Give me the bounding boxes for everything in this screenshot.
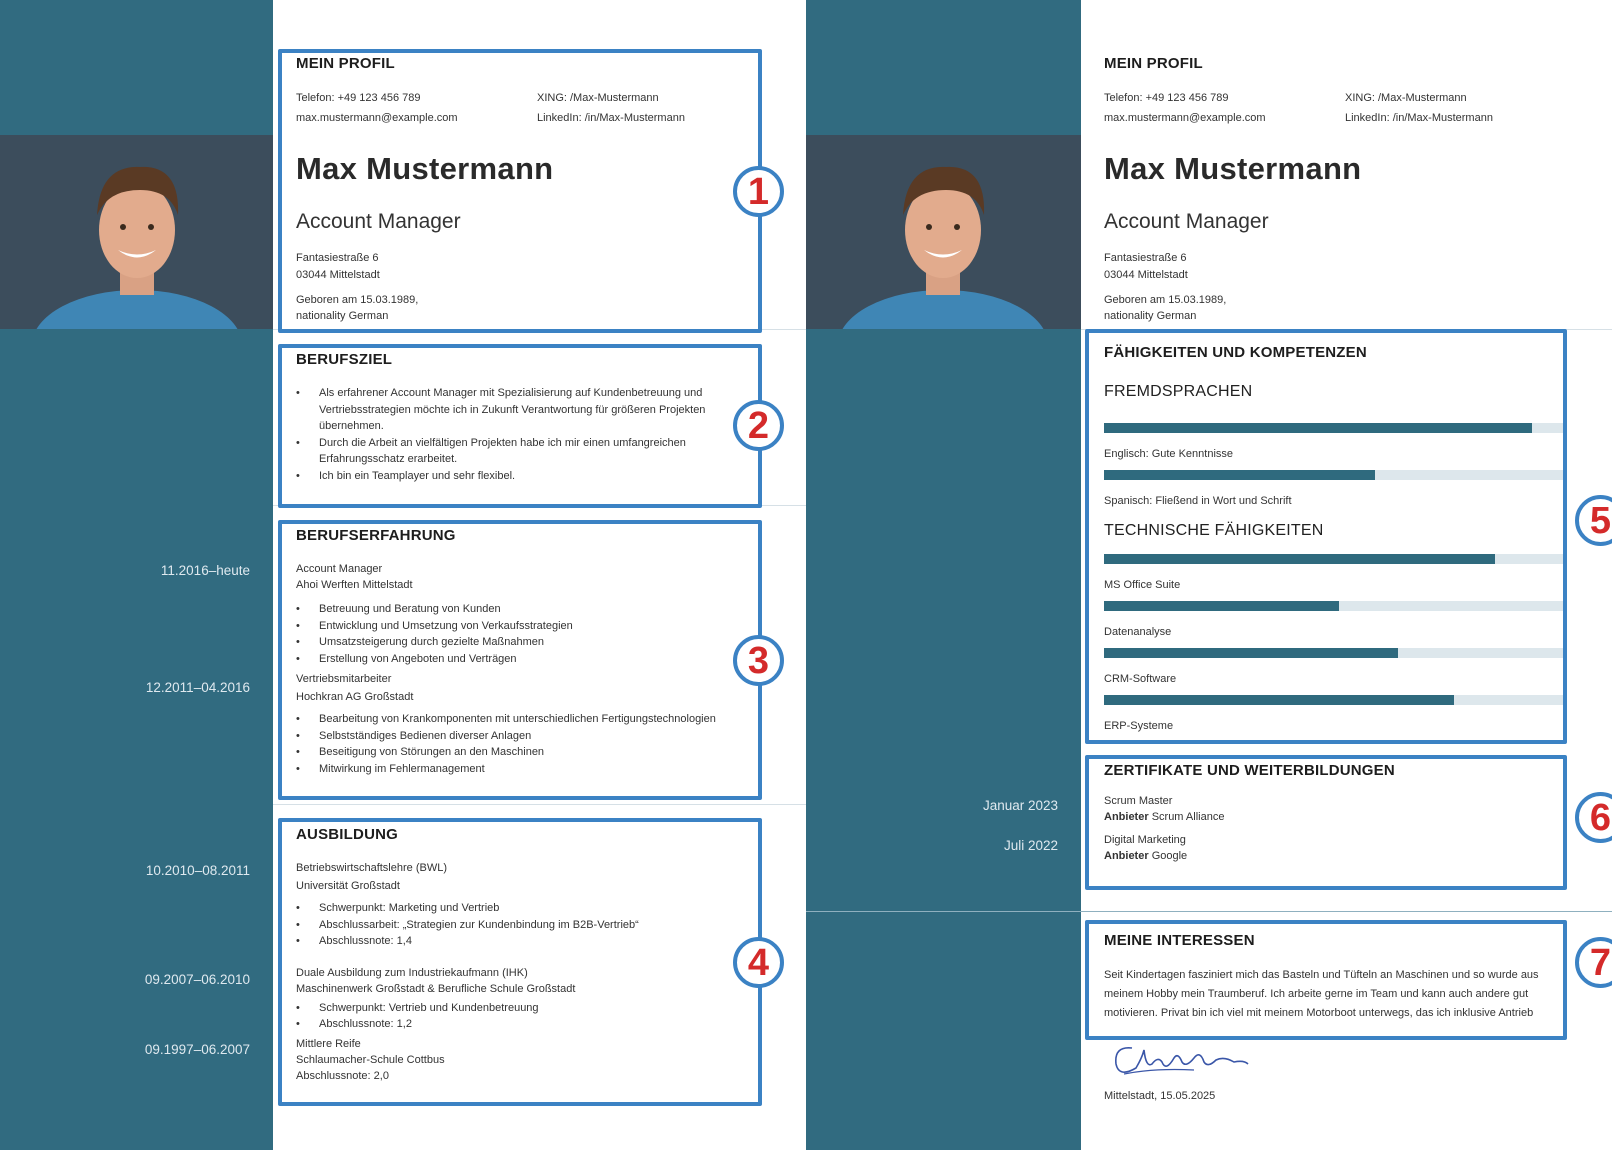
badge-7: 7 — [1575, 937, 1612, 988]
cert-name: Digital Marketing — [1104, 834, 1186, 846]
skill-label: MS Office Suite — [1104, 579, 1181, 591]
list-item: • Bearbeitung von Krankomponenten mit unterschiedlichen Fertigungstechnologien — [319, 711, 746, 728]
skill-label: Spanisch: Fließend in Wort und Schrift — [1104, 495, 1292, 507]
job-position: Account Manager — [296, 563, 383, 575]
provider-label: Anbieter — [1104, 850, 1149, 862]
highlight-box-7 — [1085, 920, 1567, 1040]
list-item: • Betreuung und Beratung von Kunden — [319, 601, 746, 618]
skill-label: Datenanalyse — [1104, 626, 1172, 638]
badge-2: 2 — [733, 400, 784, 451]
person-portrait-icon — [0, 135, 273, 329]
signature-place-date: Mittelstadt, 15.05.2025 — [1104, 1090, 1216, 1102]
skill-label: Englisch: Gute Kenntnisse — [1104, 448, 1234, 460]
section-divider — [273, 804, 806, 805]
edu-degree: Duale Ausbildung zum Industriekaufmann (IHK) — [296, 966, 528, 979]
section-title: FÄHIGKEITEN UND KOMPETENZEN — [1104, 344, 1367, 361]
nationality: nationality German — [1104, 310, 1197, 322]
highlight-box-6 — [1085, 755, 1567, 890]
list-item: • Schwerpunkt: Marketing und Vertrieb — [319, 900, 746, 917]
highlight-box-2 — [278, 344, 762, 508]
skill-label: CRM-Software — [1104, 673, 1177, 685]
badge-4: 4 — [733, 937, 784, 988]
section-title: ZERTIFIKATE UND WEITERBILDUNGEN — [1104, 762, 1395, 779]
section-title: BERUFSERFAHRUNG — [296, 527, 456, 544]
list-item: • Umsatzsteigerung durch gezielte Maßnahmen — [319, 634, 746, 651]
edu-school: Universität Großstadt — [296, 880, 400, 892]
city: 03044 Mittelstadt — [296, 269, 380, 281]
phone: Telefon: +49 123 456 789 — [296, 92, 421, 104]
birth-date: Geboren am 15.03.1989, — [296, 294, 419, 306]
job-role: Account Manager — [296, 210, 461, 233]
person-portrait-icon — [806, 135, 1081, 329]
badge-5: 5 — [1575, 495, 1612, 546]
edu-grade: Abschlussnote: 2,0 — [296, 1069, 389, 1082]
section-title: AUSBILDUNG — [296, 826, 398, 843]
list-item: • Selbstständiges Bedienen diverser Anlagen — [319, 728, 746, 745]
edu-date-2: 09.2007–06.2010 — [144, 972, 250, 987]
edu-school: Schlaumacher-Schule Cottbus — [296, 1053, 445, 1066]
highlight-box-1 — [278, 49, 762, 333]
job-role: Account Manager — [1104, 210, 1269, 233]
technical-title: TECHNISCHE FÄHIGKEITEN — [1104, 522, 1324, 539]
list-item: • Entwicklung und Umsetzung von Verkaufsstrategien — [319, 618, 746, 635]
skill-label: ERP-Systeme — [1104, 720, 1174, 732]
cert-date-2: Juli 2022 — [1003, 838, 1058, 853]
list-item: • Schwerpunkt: Vertrieb und Kundenbetreuung — [319, 1000, 746, 1017]
provider-name: Scrum Alliance — [1151, 811, 1225, 823]
profile-photo — [0, 135, 273, 329]
xing[interactable]: XING: /Max-Mustermann — [1345, 92, 1467, 104]
edu-school: Maschinenwerk Großstadt & Berufliche Schule Großstadt — [296, 982, 576, 995]
birth-date: Geboren am 15.03.1989, — [1104, 294, 1227, 306]
section-title: MEINE INTERESSEN — [1104, 932, 1255, 949]
list-item: • Abschlussarbeit: „Strategien zur Kundenbindung im B2B-Vertrieb“ — [319, 917, 746, 934]
edu-date-3: 09.1997–06.2007 — [144, 1042, 250, 1057]
job-date-1: 11.2016–heute — [160, 563, 250, 578]
job-position: Vertriebsmitarbeiter — [296, 673, 392, 685]
cert-date-1: Januar 2023 — [982, 798, 1058, 813]
full-name: Max Mustermann — [1104, 151, 1362, 186]
badge-3: 3 — [733, 635, 784, 686]
badge-1: 1 — [733, 166, 784, 217]
email[interactable]: max.mustermann@example.com — [1104, 112, 1266, 124]
section-title: BERUFSZIEL — [296, 351, 393, 368]
right-page — [806, 0, 1612, 1150]
list-item: • Als erfahrener Account Manager mit Spezialisierung auf Kundenbetreuung und Vertriebsstrategien möchte ich in Zukunft Verantwortung für größeren Projekten übernehmen. — [319, 385, 736, 435]
list-item: • Ich bin ein Teamplayer und sehr flexibel. — [319, 468, 736, 485]
email[interactable]: max.mustermann@example.com — [296, 112, 458, 124]
linkedin[interactable]: LinkedIn: /in/Max-Mustermann — [537, 112, 685, 124]
street: Fantasiestraße 6 — [296, 252, 379, 264]
languages-title: FREMDSPRACHEN — [1104, 383, 1253, 400]
section-title: MEIN PROFIL — [1104, 55, 1203, 72]
highlight-box-4 — [278, 818, 762, 1106]
list-item: • Abschlussnote: 1,4 — [319, 933, 746, 950]
badge-6: 6 — [1575, 792, 1612, 843]
list-item: • Durch die Arbeit an vielfältigen Projekten habe ich mir einen umfangreichen Erfahrungsschatz erarbeitet. — [319, 435, 736, 468]
highlight-box-5 — [1085, 329, 1567, 744]
section-divider — [806, 911, 1612, 912]
provider-label: Anbieter — [1104, 811, 1149, 823]
profile-section — [1104, 55, 1574, 322]
interests-text: Seit Kindertagen fasziniert mich das Basteln und Tüfteln an Maschinen und so wurde aus meinem Hobby mein Traumberuf. Ich arbeite gerne im Team und kann auch andere gut motivieren. Privat bin ich viel mit meinem Motorboot unterwegs, das ich inklusive Antrieb — [1104, 969, 1539, 1019]
phone: Telefon: +49 123 456 789 — [1104, 92, 1229, 104]
highlight-box-3 — [278, 520, 762, 800]
cert-name: Scrum Master — [1104, 795, 1173, 807]
provider-name: Google — [1151, 850, 1188, 862]
profile-photo — [806, 135, 1081, 329]
list-item: • Beseitigung von Störungen an den Maschinen — [319, 744, 746, 761]
linkedin[interactable]: LinkedIn: /in/Max-Mustermann — [1345, 112, 1493, 124]
edu-degree: Mittlere Reife — [296, 1037, 361, 1050]
list-item: • Erstellung von Angeboten und Verträgen — [319, 651, 746, 668]
list-item: • Abschlussnote: 1,2 — [319, 1016, 746, 1033]
xing[interactable]: XING: /Max-Mustermann — [537, 92, 659, 104]
job-date-2: 12.2011–04.2016 — [145, 680, 250, 695]
city: 03044 Mittelstadt — [1104, 269, 1188, 281]
nationality: nationality German — [296, 310, 389, 322]
section-title: MEIN PROFIL — [296, 55, 395, 72]
job-company: Hochkran AG Großstadt — [296, 691, 414, 703]
street: Fantasiestraße 6 — [1104, 252, 1187, 264]
list-item: • Mitwirkung im Fehlermanagement — [319, 761, 746, 778]
job-company: Ahoi Werften Mittelstadt — [296, 579, 413, 591]
signature-icon — [1104, 1038, 1254, 1086]
edu-degree: Betriebswirtschaftslehre (BWL) — [296, 862, 447, 874]
full-name: Max Mustermann — [296, 151, 554, 186]
edu-date-1: 10.2010–08.2011 — [145, 863, 250, 878]
